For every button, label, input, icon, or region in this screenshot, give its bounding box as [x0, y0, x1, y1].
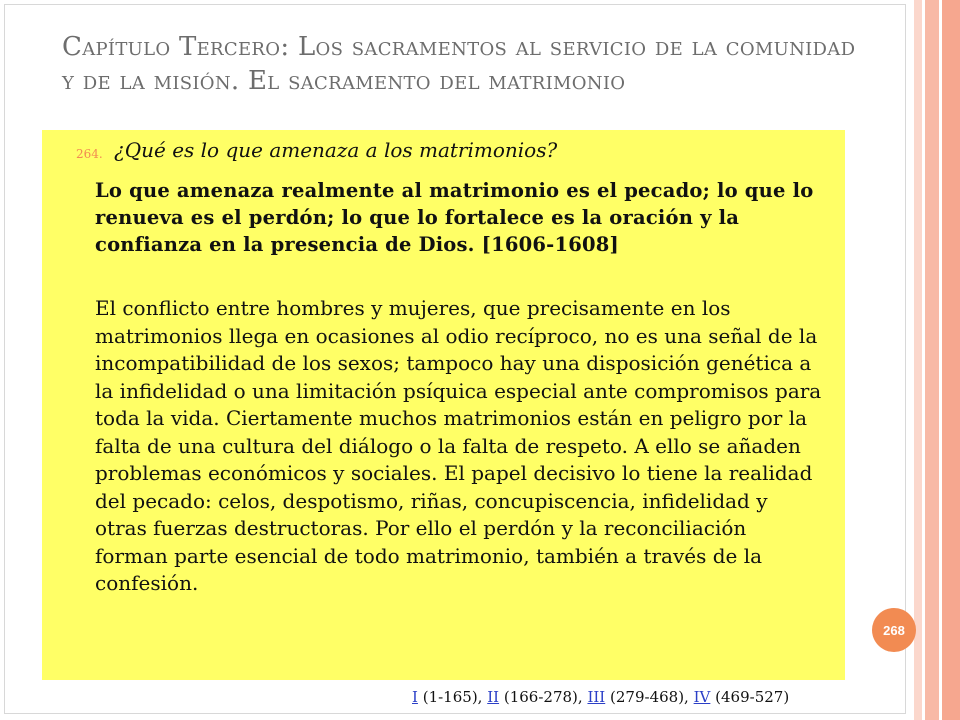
decorative-stripes [914, 0, 960, 720]
answer-summary: Lo que amenaza realmente al matrimonio es el pecado; lo que lo renueva es el perdón; lo que lo fortalece es la oración y la confianza en la presencia de Dios. [1606-1608] [95, 179, 814, 256]
footer-range-part-4: (469-527) [715, 688, 790, 706]
footer-link-part-2[interactable]: II [487, 688, 500, 706]
footer-range-part-3: (279-468), [610, 688, 689, 706]
footer-range-part-2: (166-278), [503, 688, 583, 706]
footer-link-part-3[interactable]: III [587, 688, 606, 706]
footer-range-part-1: (1-165), [422, 688, 483, 706]
footer-link-part-1[interactable]: I [412, 688, 418, 706]
question-text: ¿Qué es lo que amenaza a los matrimonios? [114, 138, 558, 162]
question-number: 264. [76, 147, 103, 161]
page-number-badge: 268 [872, 608, 916, 652]
footer-navigation [412, 688, 789, 706]
footer-link-part-4[interactable]: IV [693, 688, 711, 706]
stripe-dark [942, 0, 960, 720]
stripe-light [914, 0, 922, 720]
stripe-medium [925, 0, 939, 720]
answer-body: El conflicto entre hombres y mujeres, que precisamente en los matrimonios llega en ocasiones al odio recíproco, no es una señal de la incompatibilidad de los sexos; tampoco hay una disposición genética a la infidelidad o una limitación psíquica especial ante compromisos para toda la vida. Ciertamente muchos matrimonios están en peligro por la falta de una cultura del diálogo o la falta de respeto. A ello se añaden problemas económicos y sociales. El papel decisivo lo tiene la realidad del pecado: celos, despotismo, riñas, concupiscencia, infidelidad y otras fuerzas destructoras. Por ello el perdón y la reconciliación forman parte esencial de todo matrimonio, también a través de la confesión. [95, 296, 822, 595]
slide-title: Capítulo Tercero: Los sacramentos al servicio de la comunidad y de la misión. El sacramento del matrimonio [62, 32, 856, 96]
